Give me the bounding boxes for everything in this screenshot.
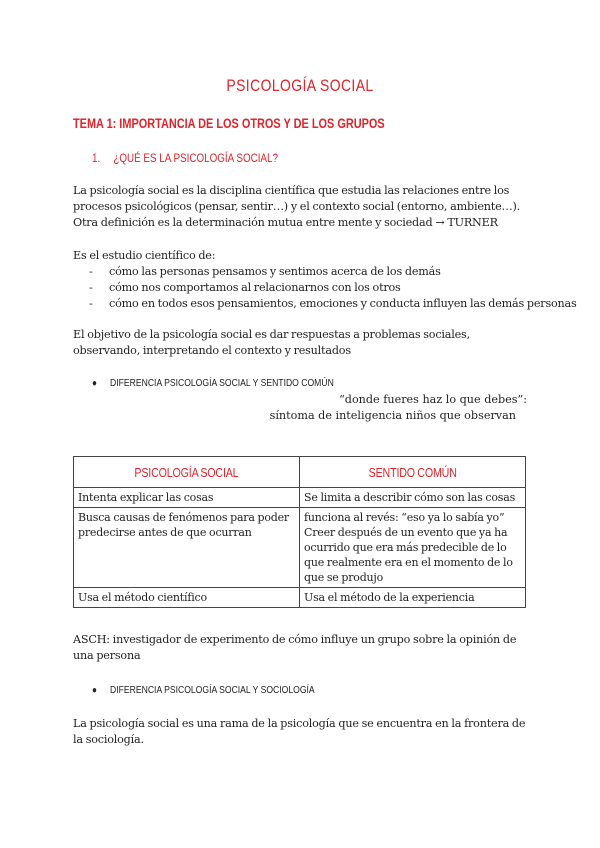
table-header: SENTIDO COMÚN <box>300 457 526 488</box>
comparison-table <box>73 456 526 608</box>
table-cell: Intenta explicar las cosas <box>74 488 300 508</box>
intro-paragraph: La psicología social es la disciplina científica que estudia las relaciones entre los procesos psicológicos (pensar, sentir…) y el contexto social (entorno, ambiente…). Otra definición es la determinación mutua entre mente y sociedad → TURNER <box>73 184 520 229</box>
sociology-paragraph: La psicología social es una rama de la psicología que se encuentra en la frontera de la sociología. <box>73 717 526 746</box>
table-cell: Usa el método científico <box>74 588 300 608</box>
section-heading <box>92 151 278 165</box>
table-header-row <box>74 457 526 488</box>
table-row <box>74 588 526 608</box>
study-list <box>89 264 577 312</box>
bullet-icon: ● <box>92 685 97 696</box>
topic-heading: TEMA 1: IMPORTANCIA DE LOS OTROS Y DE LOS GRUPOS <box>73 115 385 131</box>
asch-paragraph: ASCH: investigador de experimento de cómo influye un grupo sobre la opinión de una persona <box>73 633 517 662</box>
objective-paragraph: El objetivo de la psicología social es dar respuestas a problemas sociales, observando, interpretando el contexto y resultados <box>73 328 470 357</box>
table-cell: funciona al revés: “eso ya lo sabía yo” Creer después de un evento que ya ha ocurrido que era más predecible de lo que realmente era en el momento de lo que se produjo <box>300 508 526 588</box>
table-row <box>74 508 526 588</box>
table-header: PSICOLOGÍA SOCIAL <box>74 457 300 488</box>
document-title: PSICOLOGÍA SOCIAL <box>226 76 374 95</box>
table-cell: Usa el método de la experiencia <box>300 588 526 608</box>
list-item: - cómo las personas pensamos y sentimos acerca de los demás <box>89 265 441 278</box>
list-item: - cómo en todos esos pensamientos, emociones y conducta influyen las demás personas <box>89 297 577 310</box>
study-intro: Es el estudio científico de: <box>73 249 216 262</box>
table-cell: Se limita a describir cómo son las cosas <box>300 488 526 508</box>
bullet-icon: ● <box>92 378 97 389</box>
section-number: 1. <box>92 151 101 165</box>
table-row <box>74 488 526 508</box>
quote-note: síntoma de inteligencia niños que observan <box>269 409 516 422</box>
bullet-heading-common-sense: ● DIFERENCIA PSICOLOGÍA SOCIAL Y SENTIDO COMÚN <box>92 377 334 389</box>
bullet-heading-sociology: ● DIFERENCIA PSICOLOGÍA SOCIAL Y SOCIOLOGÍA <box>92 684 315 696</box>
list-item: - cómo nos comportamos al relacionarnos con los otros <box>89 281 401 294</box>
quote-line: “donde fueres haz lo que debes”: <box>339 393 527 406</box>
table-cell: Busca causas de fenómenos para poder predecirse antes de que ocurran <box>74 508 300 588</box>
section-heading-text: ¿QUÉ ES LA PSICOLOGÍA SOCIAL? <box>113 151 278 165</box>
